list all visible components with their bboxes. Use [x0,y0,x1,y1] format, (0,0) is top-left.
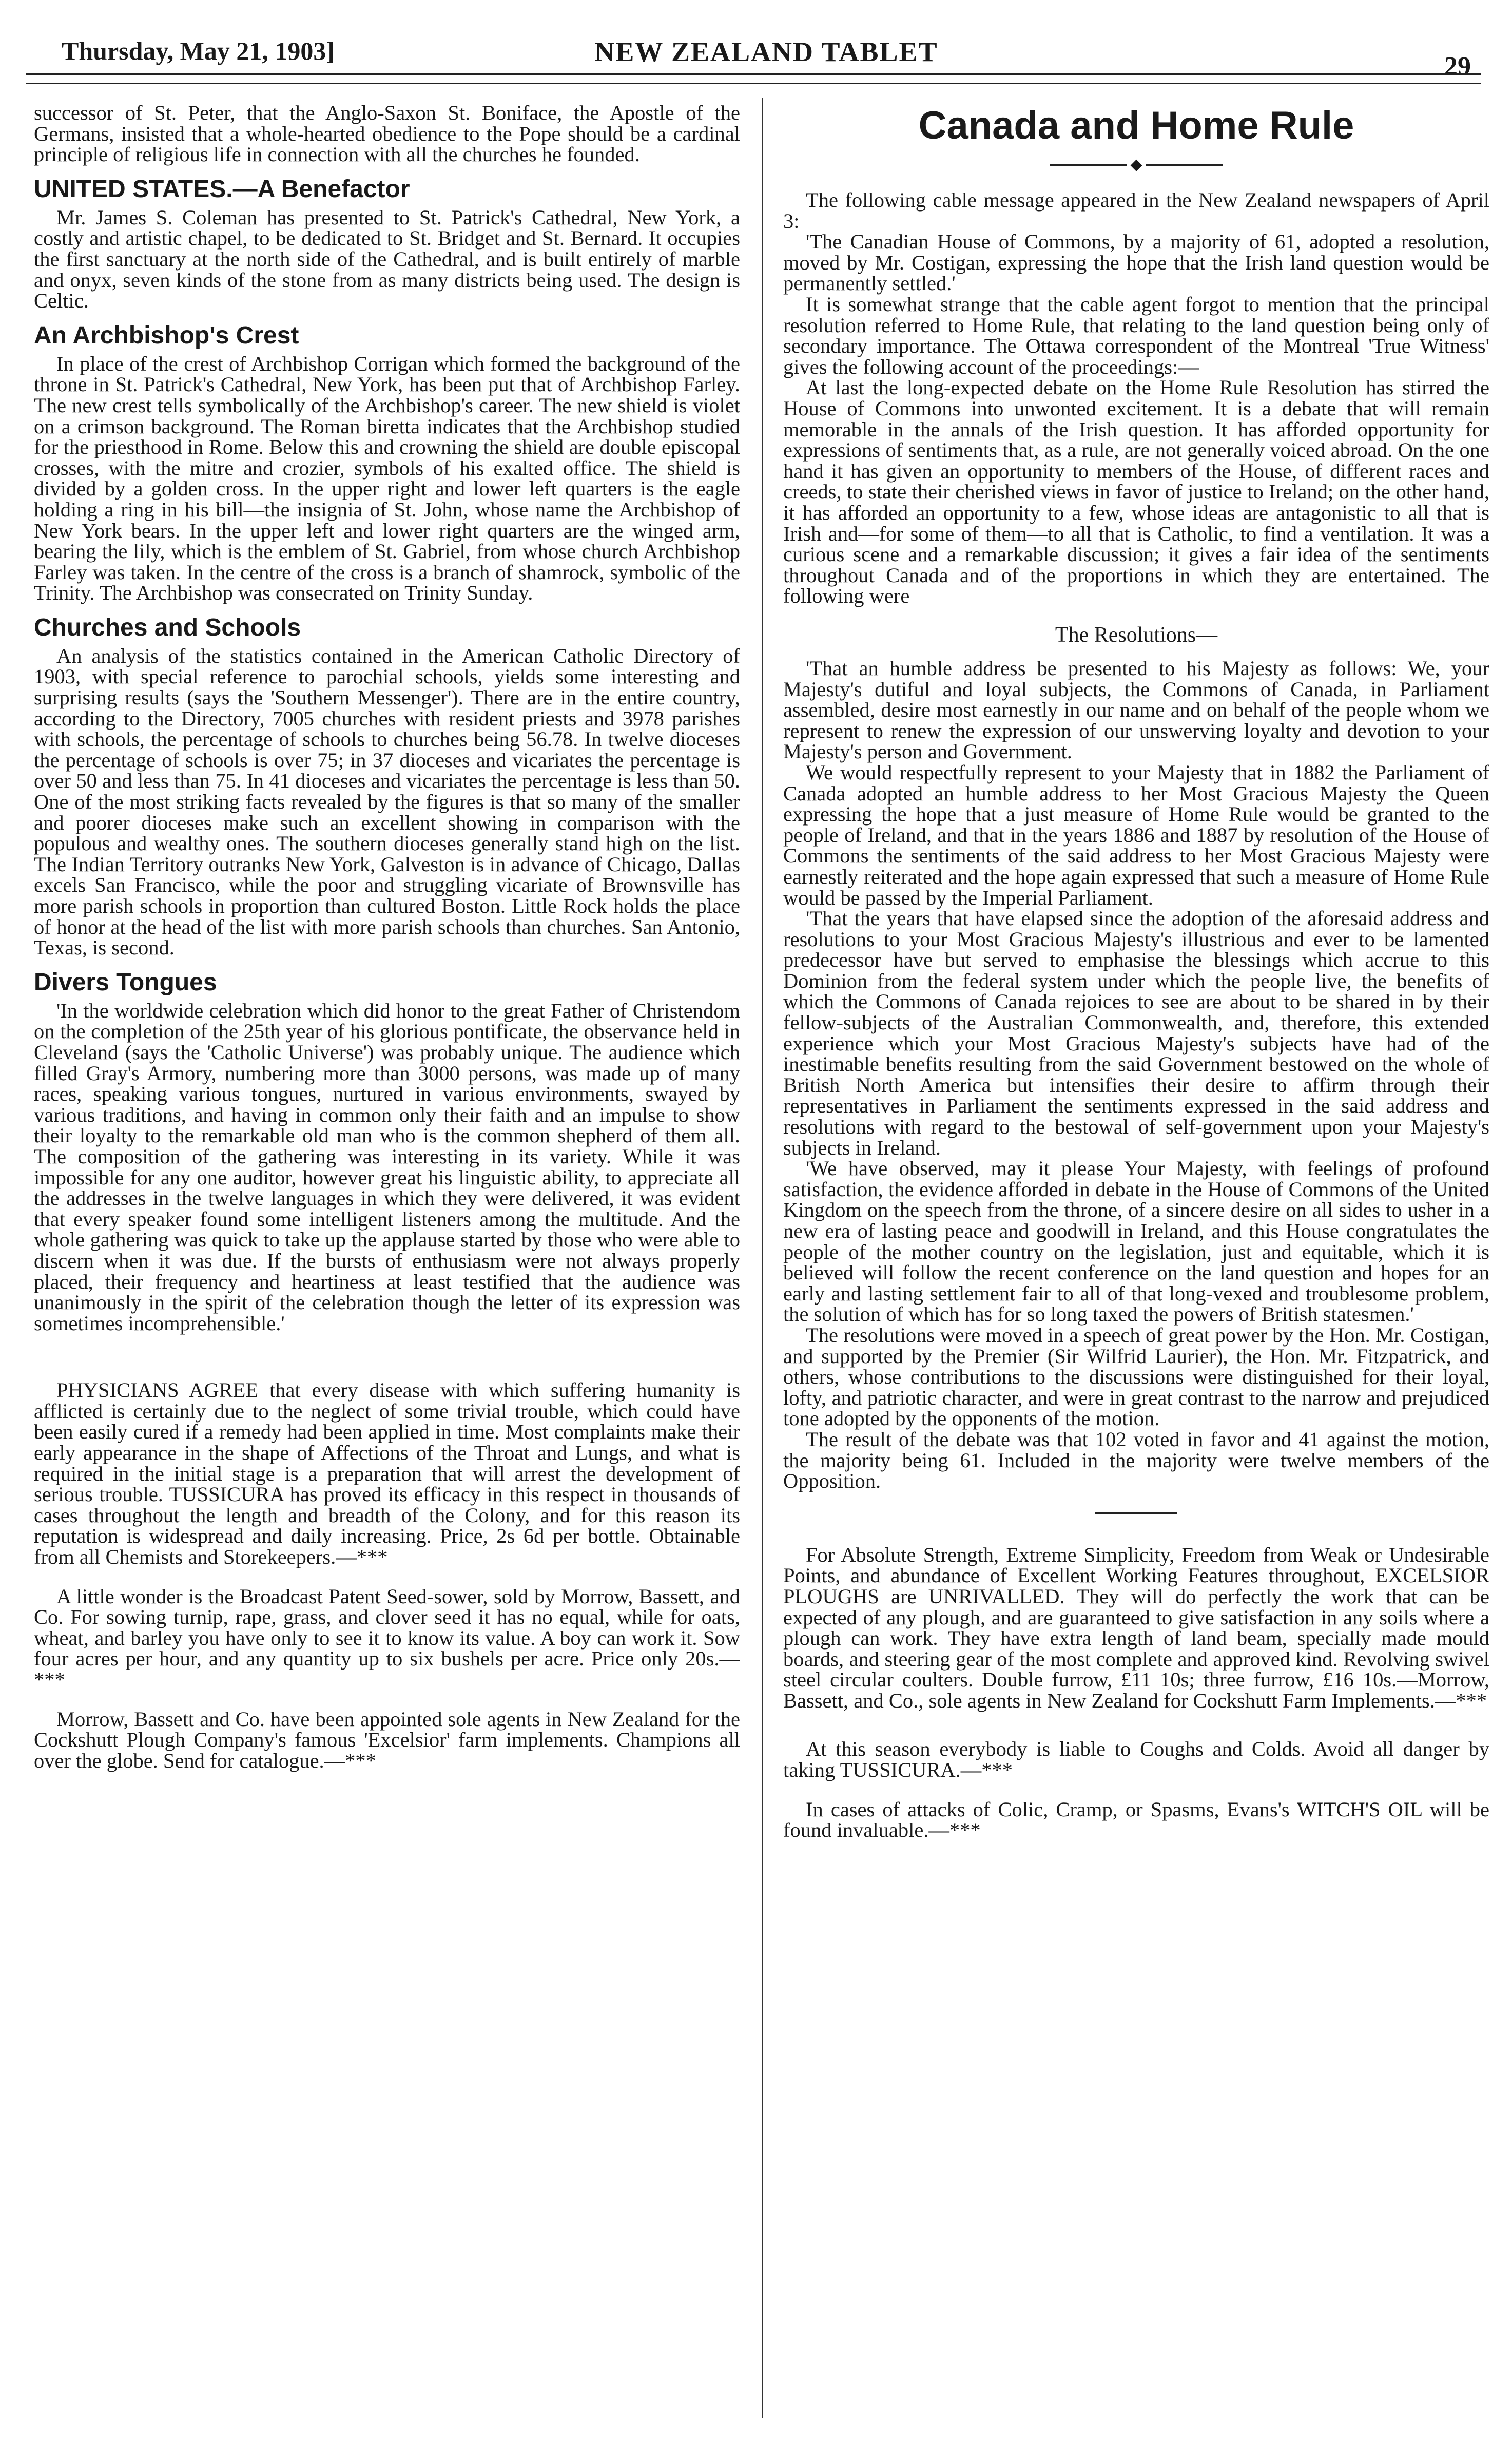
heading-divers-tongues: Divers Tongues [34,968,217,996]
ad-morrow-bassett: Morrow, Bassett and Co. have been appointed sole agents in New Zealand for the Cockshutt Plough Company's famous 'Excelsior' farm implements. Champions all over the globe. Send for catalogue.—*** [34,1707,740,1772]
article-tongues: 'In the worldwide celebration which did honor to the great Father of Christendom on the completion of the 25th year of his glorious pontificate, the observance held in Cleveland (says the 'Catholic Universe') was probably unique. The audience which filled Gray's Armory, numbering more than 3000 persons, was made up of many races, speaking various tongues, nurtured in various environments, swayed by various traditions, and having in common only their faith and an impulse to show their loyalty to the remarkable old man who is the common shepherd of them all. The composition of the gathering was interesting in its variety. While it was impossible for any one auditor, however great his linguistic ability, to appreciate all the addresses in the twelve languages in which they were delivered, it was evident that every speaker found some intelligent listeners among the multitude. And the whole gathering was quick to take up the applause started by those who were able to discern when it was due. If the bursts of enthusiasm were not always properly placed, their frequency and heartiness at least testified that the audience was unanimously in the spirit of the celebration though the letter of its expression was sometimes incomprehensible.' [34,999,740,1335]
canada-p4: At last the long-expected debate on the Home Rule Resolution has stirred the House of Commons into unwonted excitement. It is a debate that will remain memorable in the annals of the Irish question. It has afforded opportunity for expressions of sentiments that, as a rule, are not generally voiced abroad. On the one hand it has given an opportunity to members of the House, of different races and creeds, to state their cherished views in favor of justice to Ireland; on the other hand, it has afforded an opportunity to a few, whose ideas are antagonistic to all that is Irish and—for some of them—to all that is Catholic, to find a ventilation. It was a curious scene and a remarkable discussion; it gives a fair idea of the sentiments throughout Canada and of the proportions in which they are entertained. The following were [783,376,1489,608]
heading-united-states: UNITED STATES.—A Benefactor [34,175,410,203]
intro-paragraph: successor of St. Peter, that the Anglo-Saxon St. Boniface, the Apostle of the Germans, insisted that a whole-hearted obedience to the Pope should be a cardinal principle of religious life in connection with all the churches he founded. [34,103,740,166]
right-column [783,103,1489,2423]
page-header [31,32,1502,81]
title-ornament [783,156,1489,172]
heading-archbishop-crest: An Archbishop's Crest [34,321,299,349]
resolution-1: 'That an humble address be presented to his Majesty as follows: We, your Majesty's dutiful and loyal subjects, the Commons of Canada, in Parliament assembled, desire most earnestly in our name and on behalf of the people whom we represent to renew the expression of our unswerving loyalty and devotion to your Majesty's person and Government. [783,656,1489,763]
resolution-3: 'That the years that have elapsed since the adoption of the aforesaid address and resolutions to your Most Gracious Majesty's illustrious and ever to be lamented predecessor have but served to emphasise the blessings which accrue to this Dominion from the federal system under which the people live, the benefits of which the Commons of Canada rejoices to see are about to be shared in by their fellow-subjects of the Australian Commonwealth, and, therefore, this extended experience which your Most Gracious Majesty's subjects have had of the inestimable benefits resulting from the said Government bestowed on the whole of British North America but intensifies their desire to affirm through their representatives in Parliament the sentiments expressed in the said address and resolutions with regard to the bestowal of self-government upon your Majesty's subjects in Ireland. [783,907,1489,1159]
canada-p1: The following cable message appeared in the New Zealand newspapers of April 3: [783,188,1489,233]
heading-resolutions: The Resolutions— [1055,623,1218,647]
ad-tussicura-coughs: At this season everybody is liable to Coughs and Colds. Avoid all danger by taking TUSSICURA.—*** [783,1737,1489,1782]
canada-p3: It is somewhat strange that the cable agent forgot to mention that the principal resolution referred to Home Rule, that relating to the land question being only of secondary importance. The Ottawa correspondent of the Montreal 'True Witness' gives the following account of the proceedings:— [783,293,1489,378]
canada-p2: 'The Canadian House of Commons, by a majority of 61, adopted a resolution, moved by Mr. Costigan, expressing the hope that the Irish land question would be permanently settled.' [783,230,1489,295]
article-schools: An analysis of the statistics contained in the American Catholic Directory of 1903, with special reference to parochial schools, yields some interesting and surprising results (says the 'Southern Messenger'). There are in the entire country, according to the Directory, 7005 churches with resident priests and 3978 parishes with schools, the percentage of schools to churches being 56.78. In twelve dioceses the percentage of schools is over 75; in 37 dioceses and vicariates the percentage is over 50 and less than 75. In 41 dioceses and vicariates the percentage is less than 50. One of the most striking facts revealed by the figures is that so many of the smaller and poorer dioceses make such an excellent showing in comparison with the populous and wealthy ones. The southern dioceses generally stand high on the list. The Indian Territory outranks New York, Galveston is in advance of Chicago, Dallas excels San Francisco, while the poor and struggling vicariate of Brownsville has more parish schools in proportion than cultured Boston. Little Rock holds the place of honor at the head of the list with more parish schools than churches. San Antonio, Texas, is second. [34,644,740,960]
masthead-title: NEW ZEALAND TABLET [594,36,938,67]
ad-witchs-oil: In cases of attacks of Colic, Cramp, or Spasms, Evans's WITCH'S OIL will be found invaluable.—*** [783,1797,1489,1842]
article-end-rule [1095,1512,1177,1514]
left-column [34,103,740,2423]
ad-seed-sower: A little wonder is the Broadcast Patent Seed-sower, sold by Morrow, Bassett, and Co. For sowing turnip, rape, grass, and clover seed it has no equal, while for oats, wheat, and barley you have only to see it to know its value. A boy can work it. Sow four acres per hour, and any quantity up to six bushels per acre. Price only 20s.—*** [34,1584,740,1691]
resolution-6: The result of the debate was that 102 voted in favor and 41 against the motion, the majority being 61. Included in the majority were twelve members of the Opposition. [783,1427,1489,1493]
ad-excelsior-plough: For Absolute Strength, Extreme Simplicity, Freedom from Weak or Undesirable Points, and abundance of Excellent Working Features throughout, EXCELSIOR PLOUGHS are UNRIVALLED. They will do perfectly the work that can be expected of any plough, and are guaranteed to give satisfaction in any soils where a plough can work. They have extra length of land beam, specially made mould boards, and steering gear of the most complete and approved kind. Revolving swivel steel circular coulters. Double furrow, £11 10s; three furrow, £16 10s.—Morrow, Bassett, and Co., sole agents in New Zealand for Cockshutt Farm Implements.—*** [783,1543,1489,1712]
heading-churches-schools: Churches and Schools [34,613,301,641]
column-divider [762,98,763,2418]
resolution-2: We would respectfully represent to your Majesty that in 1882 the Parliament of Canada adopted an humble address to her Most Gracious Majesty the Queen expressing the hope that a just measure of Home Rule would be granted to the people of Ireland, and that in the years 1886 and 1887 by resolution of the House of Commons the sentiments of the said address to her Most Gracious Majesty were earnestly reiterated and the hope again expressed that such a measure of Home Rule would be passed by the Imperial Parliament. [783,760,1489,909]
diamond-icon: ◆ [1130,156,1142,174]
resolution-4: 'We have observed, may it please Your Majesty, with feelings of profound satisfaction, the evidence afforded in debate in the House of Commons of the United Kingdom on the speech from the throne, of a sincere desire on all sides to usher in a new era of lasting peace and goodwill in Ireland, and this House congratulates the people of the mother country on the legislation, just and equitable, which it is believed will follow the recent conference on the land question and hopes for an early and lasting settlement fair to all of that long-vexed and troublesome problem, the solution of which has for so long taxed the powers of British statesmen.' [783,1157,1489,1326]
header-rule [26,73,1481,84]
article-crest: In place of the crest of Archbishop Corrigan which formed the background of the throne in St. Patrick's Cathedral, New York, has been put that of Archbishop Farley. The new crest tells symbolically of the Archbishop's career. The new shield is violet on a crimson background. The Roman biretta indicates that the Archbishop studied for the priesthood in Rome. Below this and crowning the shield are double episcopal crosses, with the mitre and crozier, symbols of his exalted office. The shield is divided by a golden cross. In the upper right and lower left quarters is the eagle holding a ring in his bill—the insignia of St. John, whose name the Archbishop of New York bears. In the upper left and lower right quarters are the winged arm, bearing the lily, which is the emblem of St. Gabriel, from whose church Archbishop Farley was taken. In the centre of the cross is a branch of shamrock, symbolic of the Trinity. The Archbishop was consecrated on Trinity Sunday. [34,352,740,605]
ad-tussicura-physicians: PHYSICIANS AGREE that every disease with which suffering humanity is afflicted is certainly due to the neglect of some trivial trouble, which could have been easily cured if a remedy had been applied in time. Most complaints make their early appearance in the shape of Affections of the Throat and Lungs, and what is required in the initial stage is a preparation that will arrest the development of serious trouble. TUSSICURA has proved its efficacy in this respect in thousands of cases throughout the length and breadth of the Colony, and for this reason its reputation is widespread and daily increasing. Price, 2s 6d per bottle. Obtainable from all Chemists and Storekeepers.—*** [34,1378,740,1569]
article-benefactor: Mr. James S. Coleman has presented to St. Patrick's Cathedral, New York, a costly and artistic chapel, to be dedicated to St. Bridget and St. Bernard. It occupies the first sanctuary at the north side of the Cathedral, and is built entirely of marble and onyx, seven kinds of the stone from as many districts being used. The design is Celtic. [34,205,740,313]
resolution-5: The resolutions were moved in a speech of great power by the Hon. Mr. Costigan, and supported by the Premier (Sir Wilfrid Laurier), the Hon. Mr. Fitzpatrick, and others, whose contributions to the discussions were distinguished for their loyal, lofty, and patriotic character, and were in great contrast to the narrow and prejudiced tone adopted by the opponents of the motion. [783,1323,1489,1430]
issue-date: Thursday, May 21, 1903] [62,36,335,65]
article-title-canada: Canada and Home Rule [918,104,1354,147]
page-number: 29 [1444,52,1471,81]
